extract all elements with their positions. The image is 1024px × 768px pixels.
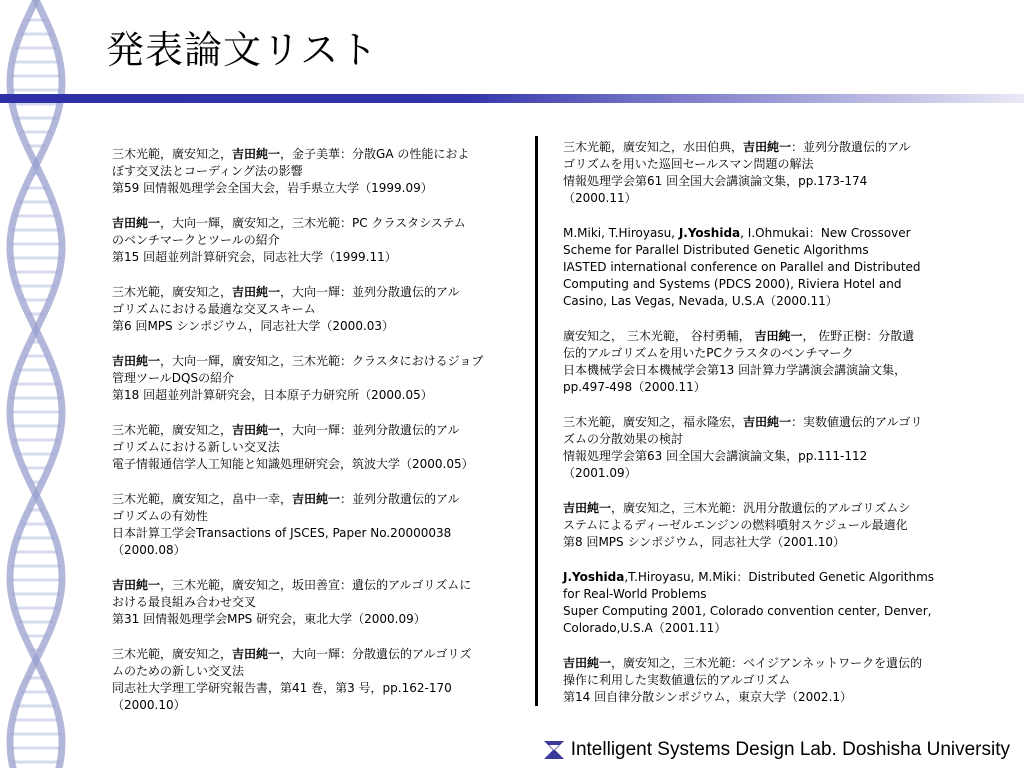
publication-line bbox=[563, 242, 968, 259]
publication-line bbox=[112, 249, 522, 266]
publication-text: 第15 回超並列計算研究会，同志社大学（1999.11） bbox=[112, 250, 397, 264]
page-title: 発表論文リスト bbox=[106, 28, 379, 72]
publication-text: Computing and Systems (PDCS 2000), Riviera Hotel and bbox=[563, 277, 902, 291]
publication-line bbox=[563, 448, 968, 465]
publication-text: 操作に利用した実数値遺伝的アルゴリズム bbox=[563, 673, 791, 687]
publication-text: （2001.09） bbox=[563, 466, 637, 480]
publication-text: 同志社大学理工学研究報告書，第41 巻，第3 号，pp.162-170 bbox=[112, 681, 452, 695]
publication-line bbox=[112, 611, 522, 628]
publication-text: for Real-World Problems bbox=[563, 587, 707, 601]
publication-line bbox=[563, 379, 968, 396]
publication-text: ，金子美華：分散GA の性能におよ bbox=[280, 147, 470, 161]
publication-text: ズムの分散効果の検討 bbox=[563, 432, 684, 446]
author-highlight: 吉田純一 bbox=[292, 492, 341, 506]
publication-line bbox=[563, 362, 968, 379]
publication-line bbox=[112, 387, 522, 404]
publication-line bbox=[112, 491, 522, 508]
publication-line bbox=[112, 163, 522, 180]
publication-text: ：並列分散遺伝的アル bbox=[791, 140, 911, 154]
author-highlight: J.Yoshida bbox=[678, 226, 741, 240]
publication-text: ぼす交叉法とコーディング法の影響 bbox=[112, 164, 303, 178]
publication-line bbox=[112, 215, 522, 232]
column-divider bbox=[535, 136, 538, 706]
publication-line bbox=[112, 439, 522, 456]
author-highlight: 吉田純一 bbox=[743, 140, 792, 154]
publication-text: （2000.08） bbox=[112, 543, 186, 557]
publication-text: 日本機械学会日本機械学会第13 回計算力学講演会講演論文集， bbox=[563, 363, 907, 377]
author-highlight: 吉田純一 bbox=[232, 285, 281, 299]
publication-text: 三木光範，廣安知之，水田伯典， bbox=[563, 140, 744, 154]
lab-logo-icon bbox=[543, 740, 565, 760]
publication-line bbox=[112, 180, 522, 197]
publication-line bbox=[563, 190, 968, 207]
publication-line bbox=[112, 680, 522, 697]
publication-line bbox=[563, 620, 968, 637]
publication-line bbox=[563, 465, 968, 482]
publication-text: ：並列分散遺伝的アル bbox=[340, 492, 460, 506]
publication-line bbox=[112, 525, 522, 542]
publication-text: ，大向一輝：並列分散遺伝的アル bbox=[280, 423, 460, 437]
publication-text: 第14 回自律分散シンポジウム，東京大学（2002.1） bbox=[563, 690, 853, 704]
publication-line bbox=[112, 663, 522, 680]
publication-line bbox=[563, 655, 968, 672]
publication-line bbox=[112, 646, 522, 663]
publication-line bbox=[112, 353, 522, 370]
footer bbox=[543, 738, 1010, 762]
publication-entry bbox=[563, 500, 968, 551]
publication-text: 三木光範，廣安知之， bbox=[112, 147, 233, 161]
publication-text: Scheme for Parallel Distributed Genetic Algorithms bbox=[563, 243, 869, 257]
publication-entry bbox=[112, 284, 522, 335]
publication-line bbox=[563, 517, 968, 534]
publication-line bbox=[563, 534, 968, 551]
publication-line bbox=[112, 146, 522, 163]
publication-text: 第8 回MPS シンポジウム，同志社大学（2001.10） bbox=[563, 535, 846, 549]
publication-line bbox=[112, 232, 522, 249]
author-highlight: 吉田純一 bbox=[232, 423, 281, 437]
publication-entry bbox=[112, 353, 522, 404]
publication-line bbox=[112, 542, 522, 559]
publication-line bbox=[563, 276, 968, 293]
publication-line bbox=[563, 139, 968, 156]
publication-text: 電子情報通信学人工知能と知識処理研究会，筑波大学（2000.05） bbox=[112, 457, 474, 471]
publication-text: Super Computing 2001, Colorado convention center, Denver, bbox=[563, 604, 932, 618]
publication-line bbox=[563, 586, 968, 603]
publication-entry bbox=[563, 655, 968, 706]
author-highlight: 吉田純一 bbox=[112, 354, 161, 368]
publication-text: , I.Ohmukai：New Crossover bbox=[740, 226, 911, 240]
publication-text: のベンチマークとツールの紹介 bbox=[112, 233, 280, 247]
publication-line bbox=[112, 370, 522, 387]
publication-line bbox=[563, 173, 968, 190]
publications-right-column bbox=[563, 139, 968, 724]
publication-text: IASTED international conference on Parallel and Distributed bbox=[563, 260, 921, 274]
publication-line bbox=[563, 156, 968, 173]
author-highlight: 吉田純一 bbox=[754, 329, 803, 343]
publication-entry bbox=[563, 225, 968, 310]
publication-text: 三木光範，廣安知之，福永隆宏， bbox=[563, 415, 744, 429]
publication-line bbox=[563, 328, 968, 345]
publication-text: 三木光範，廣安知之，畠中一幸， bbox=[112, 492, 293, 506]
publication-text: 第18 回超並列計算研究会，日本原子力研究所（2000.05） bbox=[112, 388, 433, 402]
publication-entry bbox=[112, 577, 522, 628]
publication-text: Casino, Las Vegas, Nevada, U.S.A（2000.11） bbox=[563, 294, 838, 308]
publication-entry bbox=[112, 491, 522, 559]
publication-text: 情報処理学会第61 回全国大会講演論文集，pp.173-174 bbox=[563, 174, 868, 188]
publication-text: ，廣安知之，三木光範：ベイジアンネットワークを遺伝的 bbox=[611, 656, 923, 670]
dna-helix-icon bbox=[0, 0, 92, 768]
publication-entry bbox=[112, 422, 522, 473]
publication-entry bbox=[563, 139, 968, 207]
publication-text: 伝的アルゴリズムを用いたPCクラスタのベンチマーク bbox=[563, 346, 854, 360]
footer-lab-name: Intelligent Systems Design Lab. Doshisha University bbox=[570, 739, 1010, 760]
publication-text: ，大向一輝，廣安知之，三木光範：PC クラスタシステム bbox=[160, 216, 466, 230]
publication-text: M.Miki, T.Hiroyasu, bbox=[563, 226, 679, 240]
publication-text: 情報処理学会第63 回全国大会講演論文集，pp.111-112 bbox=[563, 449, 868, 463]
publication-entry bbox=[563, 569, 968, 637]
publication-text: Colorado,U.S.A（2001.11） bbox=[563, 621, 727, 635]
publication-line bbox=[563, 225, 968, 242]
publication-text: ゴリズムにおける新しい交叉法 bbox=[112, 440, 280, 454]
publication-line bbox=[563, 603, 968, 620]
publication-line bbox=[112, 318, 522, 335]
publication-entry bbox=[112, 215, 522, 266]
publication-text: 管理ツールDQSの紹介 bbox=[112, 371, 235, 385]
publication-text: 第31 回情報処理学会MPS 研究会，東北大学（2000.09） bbox=[112, 612, 426, 626]
publication-line bbox=[112, 508, 522, 525]
publication-line bbox=[563, 259, 968, 276]
publication-text: おける最良組み合わせ交叉 bbox=[112, 595, 257, 609]
publication-text: 第59 回情報処理学会全国大会，岩手県立大学（1999.09） bbox=[112, 181, 433, 195]
publications-left-column bbox=[112, 146, 522, 732]
publication-text: ：実数値遺伝的アルゴリ bbox=[791, 415, 923, 429]
publication-entry bbox=[112, 146, 522, 197]
publication-line bbox=[112, 697, 522, 714]
publication-text: 第6 回MPS シンポジウム，同志社大学（2000.03） bbox=[112, 319, 395, 333]
publication-line bbox=[563, 500, 968, 517]
author-highlight: J.Yoshida bbox=[563, 570, 625, 584]
publication-text: ， 佐野正樹：分散遺 bbox=[802, 329, 915, 343]
publication-entry bbox=[112, 646, 522, 714]
title-underline-bar bbox=[0, 94, 1024, 103]
publication-text: ，廣安知之，三木光範：汎用分散遺伝的アルゴリズムシ bbox=[611, 501, 911, 515]
publication-text: 三木光範，廣安知之， bbox=[112, 647, 233, 661]
author-highlight: 吉田純一 bbox=[232, 147, 281, 161]
publication-entry bbox=[563, 328, 968, 396]
author-highlight: 吉田純一 bbox=[232, 647, 281, 661]
author-highlight: 吉田純一 bbox=[563, 501, 612, 515]
publication-text: ，三木光範，廣安知之，坂田善宣：遺伝的アルゴリズムに bbox=[160, 578, 472, 592]
publication-line bbox=[112, 422, 522, 439]
author-highlight: 吉田純一 bbox=[112, 578, 161, 592]
publication-text: 三木光範，廣安知之， bbox=[112, 423, 233, 437]
publication-line bbox=[112, 301, 522, 318]
publication-line bbox=[112, 456, 522, 473]
author-highlight: 吉田純一 bbox=[563, 656, 612, 670]
publication-text: ムのための新しい交叉法 bbox=[112, 664, 245, 678]
author-highlight: 吉田純一 bbox=[112, 216, 161, 230]
publication-text: 廣安知之， 三木光範， 谷村勇輔， bbox=[563, 329, 755, 343]
publication-line bbox=[112, 577, 522, 594]
publication-text: pp.497-498（2000.11） bbox=[563, 380, 706, 394]
publication-text: ，大向一輝：分散遺伝的アルゴリズ bbox=[280, 647, 472, 661]
publication-entry bbox=[563, 414, 968, 482]
publication-line bbox=[563, 689, 968, 706]
publication-text: ゴリズムにおける最適な交叉スキーム bbox=[112, 302, 316, 316]
publication-line bbox=[563, 672, 968, 689]
publication-line bbox=[563, 345, 968, 362]
author-highlight: 吉田純一 bbox=[743, 415, 792, 429]
publication-text: （2000.11） bbox=[563, 191, 637, 205]
publication-line bbox=[563, 414, 968, 431]
publication-text: ステムによるディーゼルエンジンの燃料噴射スケジュール最適化 bbox=[563, 518, 908, 532]
publication-text: （2000.10） bbox=[112, 698, 186, 712]
publication-text: ，大向一輝：並列分散遺伝的アル bbox=[280, 285, 460, 299]
publication-text: ゴリズムを用いた巡回セールスマン問題の解法 bbox=[563, 157, 814, 171]
publication-line bbox=[563, 569, 968, 586]
publication-text: ，大向一輝，廣安知之，三木光範：クラスタにおけるジョブ bbox=[160, 354, 484, 368]
publication-text: ,T.Hiroyasu, M.Miki：Distributed Genetic Algorithms bbox=[624, 570, 935, 584]
publication-text: 三木光範，廣安知之， bbox=[112, 285, 233, 299]
publication-line bbox=[563, 431, 968, 448]
publication-line bbox=[112, 594, 522, 611]
publication-line bbox=[563, 293, 968, 310]
publication-line bbox=[112, 284, 522, 301]
publication-text: 日本計算工学会Transactions of JSCES, Paper No.20000038 bbox=[112, 526, 452, 540]
publication-text: ゴリズムの有効性 bbox=[112, 509, 208, 523]
